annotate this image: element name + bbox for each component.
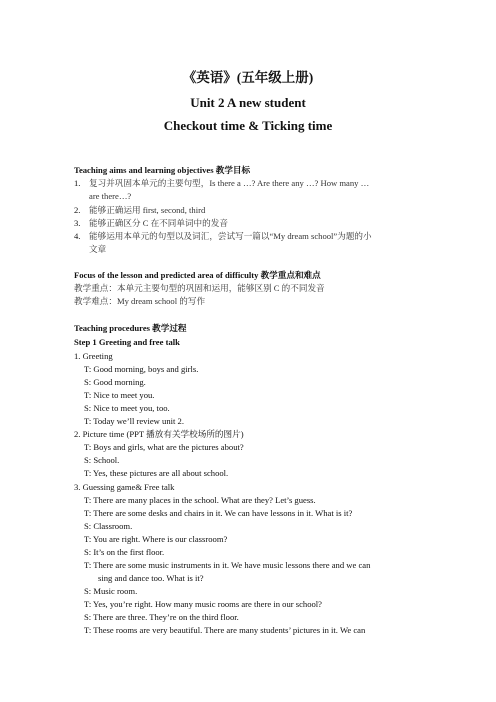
- aim-item: 能够正确区分 C 在不同单词中的发音: [89, 218, 228, 228]
- step-heading: Step 1 Greeting and free talk: [74, 337, 180, 347]
- dialogue-line: S: It’s on the first floor.: [84, 547, 165, 557]
- dialogue-line: S: Music room.: [84, 586, 138, 596]
- aim-item: 能够运用本单元的句型以及词汇，尝试写一篇以“My dream school”为题的小: [89, 231, 372, 241]
- section-heading: 3. Guessing game& Free talk: [74, 482, 175, 492]
- procedures-heading: Teaching procedures 教学过程: [74, 323, 187, 333]
- focus-difficulty: 教学难点：My dream school 的写作: [74, 296, 206, 306]
- dialogue-line: S: There are three. They’re on the third floor.: [84, 612, 239, 622]
- dialogue-line: T: Yes, you’re right. How many music rooms are there in our school?: [84, 599, 323, 609]
- aims-heading: Teaching aims and learning objectives 教学目标: [74, 165, 251, 175]
- lesson-subtitle: Checkout time & Ticking time: [163, 118, 333, 133]
- aim-item-continued: 文章: [89, 244, 107, 254]
- aim-item: 复习并巩固本单元的主要句型，Is there a …? Are there any …? How many …: [89, 178, 370, 188]
- unit-title: Unit 2 A new student: [190, 95, 306, 110]
- dialogue-line: T: You are right. Where is our classroom?: [84, 534, 228, 544]
- focus-key-point: 教学重点：本单元主要句型的巩固和运用，能够区别 C 的不同发音: [74, 283, 325, 293]
- focus-heading: Focus of the lesson and predicted area of difficulty 教学重点和难点: [74, 270, 321, 280]
- dialogue-line: T: There are some music instruments in it. We have music lessons there and we can: [84, 560, 371, 570]
- aim-number: 2.: [74, 205, 81, 215]
- dialogue-line: T: There are many places in the school. What are they? Let’s guess.: [84, 495, 316, 505]
- dialogue-line: S: Good morning.: [84, 377, 146, 387]
- dialogue-line: S: Classroom.: [84, 521, 133, 531]
- aim-number: 3.: [74, 218, 81, 228]
- aim-item-continued: are there…?: [89, 191, 132, 201]
- aim-number: 4.: [74, 231, 81, 241]
- aim-item: 能够正确运用 first, second, third: [89, 205, 206, 215]
- dialogue-line: T: Today we’ll review unit 2.: [84, 416, 185, 426]
- dialogue-line: S: Nice to meet you, too.: [84, 403, 170, 413]
- dialogue-line: S: School.: [84, 455, 120, 465]
- dialogue-line: T: There are some desks and chairs in it. We can have lessons in it. What is it?: [84, 508, 353, 518]
- document-title: 《英语》(五年级上册): [182, 70, 314, 85]
- dialogue-line: T: Yes, these pictures are all about school.: [84, 468, 229, 478]
- aim-number: 1.: [74, 178, 81, 188]
- dialogue-line: T: Good morning, boys and girls.: [84, 364, 199, 374]
- dialogue-line: T: Boys and girls, what are the pictures about?: [84, 442, 244, 452]
- dialogue-line-continued: sing and dance too. What is it?: [98, 573, 204, 583]
- section-heading: 1. Greeting: [74, 351, 113, 361]
- dialogue-line: T: These rooms are very beautiful. There are many students’ pictures in it. We can: [84, 625, 366, 635]
- dialogue-line: T: Nice to meet you.: [84, 390, 155, 400]
- section-heading: 2. Picture time (PPT 播放有关学校场所的图片): [74, 429, 244, 439]
